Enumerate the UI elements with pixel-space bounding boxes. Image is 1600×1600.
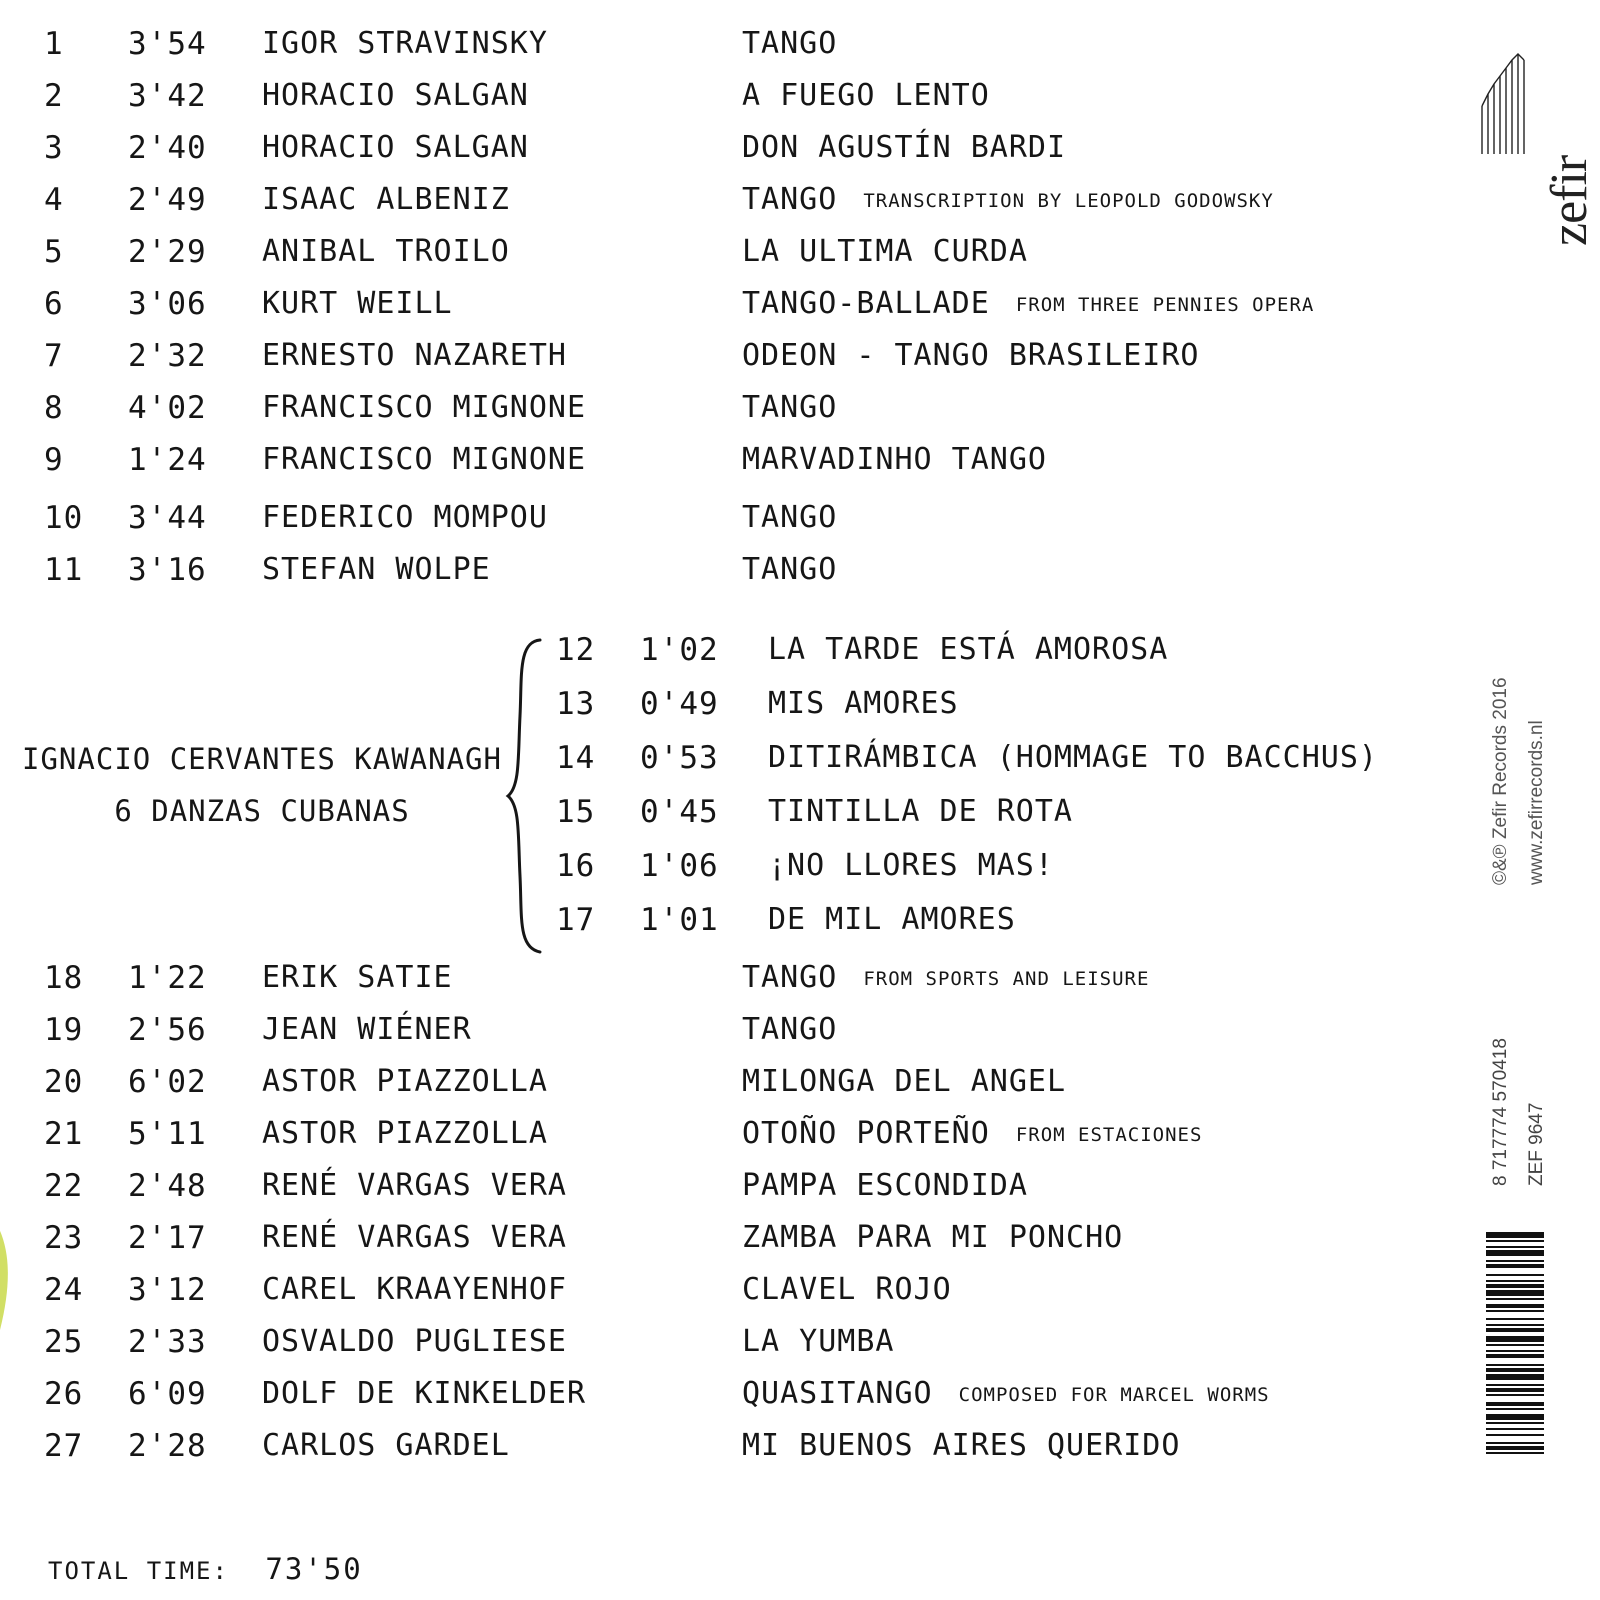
track-title (742, 1116, 1202, 1151)
track-composer: RENÉ VARGAS VERA (262, 1220, 567, 1255)
track-duration: 5'11 (128, 1116, 207, 1152)
track-title-text: OTOÑO PORTEÑO (742, 1116, 990, 1151)
track-number: 14 (556, 740, 596, 776)
track-title-text: QUASITANGO (742, 1376, 933, 1411)
track-row (0, 552, 1460, 592)
barcode-bar (1486, 1394, 1544, 1396)
track-title (742, 1168, 1028, 1203)
track-title-text: TANGO (742, 182, 838, 217)
track-title-text: TANGO (742, 552, 838, 587)
track-row (0, 78, 1460, 118)
track-composer: FEDERICO MOMPOU (262, 500, 548, 535)
track-number: 20 (44, 1064, 84, 1100)
track-duration: 3'44 (128, 500, 207, 536)
track-row (0, 1168, 1460, 1208)
track-number: 11 (44, 552, 84, 588)
barcode-bar (1486, 1240, 1544, 1242)
track-number: 12 (556, 632, 596, 668)
track-composer: RENÉ VARGAS VERA (262, 1168, 567, 1203)
track-note: TRANSCRIPTION BY LEOPOLD GODOWSKY (863, 190, 1274, 212)
logo-text: zefir (1541, 155, 1598, 246)
barcode-bar (1486, 1388, 1544, 1392)
barcode-bar (1486, 1364, 1544, 1366)
track-row (0, 1324, 1460, 1364)
track-title: MIS AMORES (768, 686, 959, 721)
track-number: 19 (44, 1012, 84, 1048)
barcode-bar (1486, 1402, 1544, 1406)
track-number: 1 (44, 26, 64, 62)
barcode-bar (1486, 1290, 1544, 1296)
track-title-text: TANGO (742, 960, 838, 995)
track-duration: 2'28 (128, 1428, 207, 1464)
track-title-text: PAMPA ESCONDIDA (742, 1168, 1028, 1203)
barcode-bar (1486, 1264, 1544, 1268)
track-row (0, 130, 1460, 170)
track-title-text: TANGO (742, 1012, 838, 1047)
track-duration: 6'09 (128, 1376, 207, 1412)
track-composer: ISAAC ALBENIZ (262, 182, 510, 217)
track-composer: FRANCISCO MIGNONE (262, 442, 587, 477)
track-title-text: MI BUENOS AIRES QUERIDO (742, 1428, 1181, 1463)
track-number: 16 (556, 848, 596, 884)
track-row (0, 1064, 1460, 1104)
track-title (742, 1272, 952, 1307)
barcode-bar (1486, 1246, 1544, 1248)
copyright-text: ©&℗ Zefir Records 2016 (1490, 677, 1511, 885)
track-row (0, 500, 1460, 540)
track-title-text: LA YUMBA (742, 1324, 895, 1359)
suite-track-row (0, 632, 1460, 672)
track-duration: 3'54 (128, 26, 207, 62)
track-row (0, 390, 1460, 430)
track-duration: 0'49 (640, 686, 719, 722)
suite-composer: IGNACIO CERVANTES KAWANAGH (22, 742, 502, 776)
track-row (0, 1272, 1460, 1312)
track-title-text: ZAMBA PARA MI PONCHO (742, 1220, 1124, 1255)
track-composer: CAREL KRAAYENHOF (262, 1272, 567, 1307)
barcode-bar (1486, 1422, 1544, 1424)
track-title-text: TANGO (742, 26, 838, 61)
track-number: 9 (44, 442, 64, 478)
track-number: 27 (44, 1428, 84, 1464)
barcode-bar (1486, 1328, 1544, 1332)
track-number: 18 (44, 960, 84, 996)
track-title-text: ODEON - TANGO BRASILEIRO (742, 338, 1200, 373)
track-title (742, 500, 837, 535)
track-row (0, 960, 1460, 1000)
barcode-bar (1486, 1298, 1544, 1300)
track-title (742, 26, 837, 61)
barcode-bar (1486, 1304, 1544, 1308)
track-title-text: TANGO-BALLADE (742, 286, 990, 321)
track-title-text: TANGO (742, 390, 838, 425)
track-composer: ERNESTO NAZARETH (262, 338, 567, 373)
track-number: 15 (556, 794, 596, 830)
track-number: 17 (556, 902, 596, 938)
track-number: 22 (44, 1168, 84, 1204)
barcode-bar (1486, 1310, 1544, 1312)
track-title: LA TARDE ESTÁ AMOROSA (768, 632, 1169, 667)
track-row (0, 182, 1460, 222)
track-number: 3 (44, 130, 64, 166)
track-duration: 2'48 (128, 1168, 207, 1204)
track-number: 2 (44, 78, 64, 114)
track-duration: 2'56 (128, 1012, 207, 1048)
track-title: ¡NO LLORES MAS! (768, 848, 1054, 883)
track-duration: 6'02 (128, 1064, 207, 1100)
track-title (742, 234, 1028, 269)
track-title-text: LA ULTIMA CURDA (742, 234, 1028, 269)
track-title (742, 1428, 1180, 1463)
track-composer: HORACIO SALGAN (262, 78, 529, 113)
barcode-bar (1486, 1414, 1544, 1420)
track-duration: 2'29 (128, 234, 207, 270)
suite-track-row (0, 740, 1460, 780)
track-title-text: MARVADINHO TANGO (742, 442, 1047, 477)
track-title (742, 130, 1066, 165)
track-title (742, 552, 837, 587)
total-time-label: TOTAL TIME: (48, 1557, 229, 1585)
barcode-bar (1486, 1232, 1544, 1238)
track-number: 8 (44, 390, 64, 426)
barcode-bar (1486, 1344, 1544, 1346)
track-duration: 4'02 (128, 390, 207, 426)
barcode-bar (1486, 1446, 1544, 1450)
track-row (0, 338, 1460, 378)
barcode-bar (1486, 1442, 1544, 1444)
track-composer: ANIBAL TROILO (262, 234, 510, 269)
track-row (0, 1012, 1460, 1052)
track-duration: 3'12 (128, 1272, 207, 1308)
track-title (742, 338, 1199, 373)
barcode-bar (1486, 1284, 1544, 1288)
track-composer: CARLOS GARDEL (262, 1428, 510, 1463)
track-composer: IGOR STRAVINSKY (262, 26, 548, 61)
track-note: FROM THREE PENNIES OPERA (1015, 294, 1315, 316)
track-duration: 1'02 (640, 632, 719, 668)
track-duration: 0'45 (640, 794, 719, 830)
track-title: DE MIL AMORES (768, 902, 1016, 937)
track-duration: 3'16 (128, 552, 207, 588)
barcode-bar (1486, 1434, 1544, 1436)
track-note: FROM ESTACIONES (1015, 1124, 1203, 1146)
barcode-bar (1486, 1354, 1544, 1358)
track-number: 26 (44, 1376, 84, 1412)
track-row (0, 234, 1460, 274)
track-title (742, 1220, 1123, 1255)
track-row (0, 1116, 1460, 1156)
track-title-text: A FUEGO LENTO (742, 78, 990, 113)
track-note: COMPOSED FOR MARCEL WORMS (958, 1384, 1270, 1406)
barcode-bar (1486, 1260, 1544, 1262)
track-row (0, 26, 1460, 66)
track-composer: ASTOR PIAZZOLLA (262, 1064, 548, 1099)
track-title (742, 390, 837, 425)
track-title (742, 286, 1314, 321)
track-title (742, 1064, 1066, 1099)
track-duration: 3'42 (128, 78, 207, 114)
catalog-number: ZEF 9647 (1526, 1102, 1547, 1186)
website-link[interactable]: www.zefirrecords.nl (1526, 720, 1547, 885)
track-number: 21 (44, 1116, 84, 1152)
track-duration: 1'01 (640, 902, 719, 938)
barcode-bar (1486, 1280, 1544, 1282)
track-composer: ERIK SATIE (262, 960, 453, 995)
track-composer: DOLF DE KINKELDER (262, 1376, 587, 1411)
track-duration: 2'40 (128, 130, 207, 166)
track-title (742, 960, 1149, 995)
track-title-text: TANGO (742, 500, 838, 535)
track-row (0, 1428, 1460, 1468)
barcode-bar (1486, 1368, 1544, 1372)
track-composer: JEAN WIÉNER (262, 1012, 472, 1047)
suite-track-row (0, 686, 1460, 726)
suite-track-row (0, 848, 1460, 888)
track-number: 24 (44, 1272, 84, 1308)
track-title (742, 1324, 895, 1359)
track-duration: 3'06 (128, 286, 207, 322)
track-number: 13 (556, 686, 596, 722)
track-duration: 1'06 (640, 848, 719, 884)
track-number: 6 (44, 286, 64, 322)
barcode-bar (1486, 1274, 1544, 1276)
total-time-value: 73'50 (265, 1552, 363, 1586)
suite-track-row (0, 794, 1460, 834)
track-note: FROM SPORTS AND LEISURE (863, 968, 1150, 990)
track-duration: 2'49 (128, 182, 207, 218)
track-title (742, 78, 990, 113)
track-composer: FRANCISCO MIGNONE (262, 390, 587, 425)
barcode-bar (1486, 1318, 1544, 1320)
track-title (742, 442, 1047, 477)
track-duration: 0'53 (640, 740, 719, 776)
barcode-bar (1486, 1452, 1544, 1454)
track-composer: HORACIO SALGAN (262, 130, 529, 165)
barcode-icon (1486, 1230, 1544, 1540)
track-duration: 1'22 (128, 960, 207, 996)
barcode-bar (1486, 1336, 1544, 1342)
track-composer: STEFAN WOLPE (262, 552, 491, 587)
barcode-bar (1486, 1374, 1544, 1380)
suite-work: 6 DANZAS CUBANAS (114, 794, 410, 828)
track-title (742, 1376, 1270, 1411)
track-title (742, 182, 1274, 217)
track-number: 7 (44, 338, 64, 374)
barcode-bar (1486, 1350, 1544, 1352)
barcode-bar (1486, 1408, 1544, 1410)
track-duration: 1'24 (128, 442, 207, 478)
track-title (742, 1012, 837, 1047)
total-time (48, 1552, 363, 1586)
track-row (0, 286, 1460, 326)
track-duration: 2'32 (128, 338, 207, 374)
track-number: 10 (44, 500, 84, 536)
barcode-bar (1486, 1384, 1544, 1386)
track-composer: KURT WEILL (262, 286, 453, 321)
track-number: 23 (44, 1220, 84, 1256)
track-number: 4 (44, 182, 64, 218)
track-title-text: MILONGA DEL ANGEL (742, 1064, 1067, 1099)
barcode-bar (1486, 1250, 1544, 1256)
leaf-decoration-icon (0, 1180, 30, 1340)
track-duration: 2'33 (128, 1324, 207, 1360)
track-title-text: CLAVEL ROJO (742, 1272, 952, 1307)
track-duration: 2'17 (128, 1220, 207, 1256)
track-title: DITIRÁMBICA (HOMMAGE TO BACCHUS) (768, 740, 1378, 775)
track-composer: OSVALDO PUGLIESE (262, 1324, 567, 1359)
suite-track-row (0, 902, 1460, 942)
track-number: 25 (44, 1324, 84, 1360)
track-composer: ASTOR PIAZZOLLA (262, 1116, 548, 1151)
track-number: 5 (44, 234, 64, 270)
track-row (0, 442, 1460, 482)
track-row (0, 1376, 1460, 1416)
barcode-bar (1486, 1324, 1544, 1326)
barcode-bar (1486, 1428, 1544, 1430)
track-row (0, 1220, 1460, 1260)
track-title: TINTILLA DE ROTA (768, 794, 1073, 829)
track-title-text: DON AGUSTÍN BARDI (742, 130, 1067, 165)
barcode-number: 8 717774 570418 (1490, 1038, 1511, 1186)
